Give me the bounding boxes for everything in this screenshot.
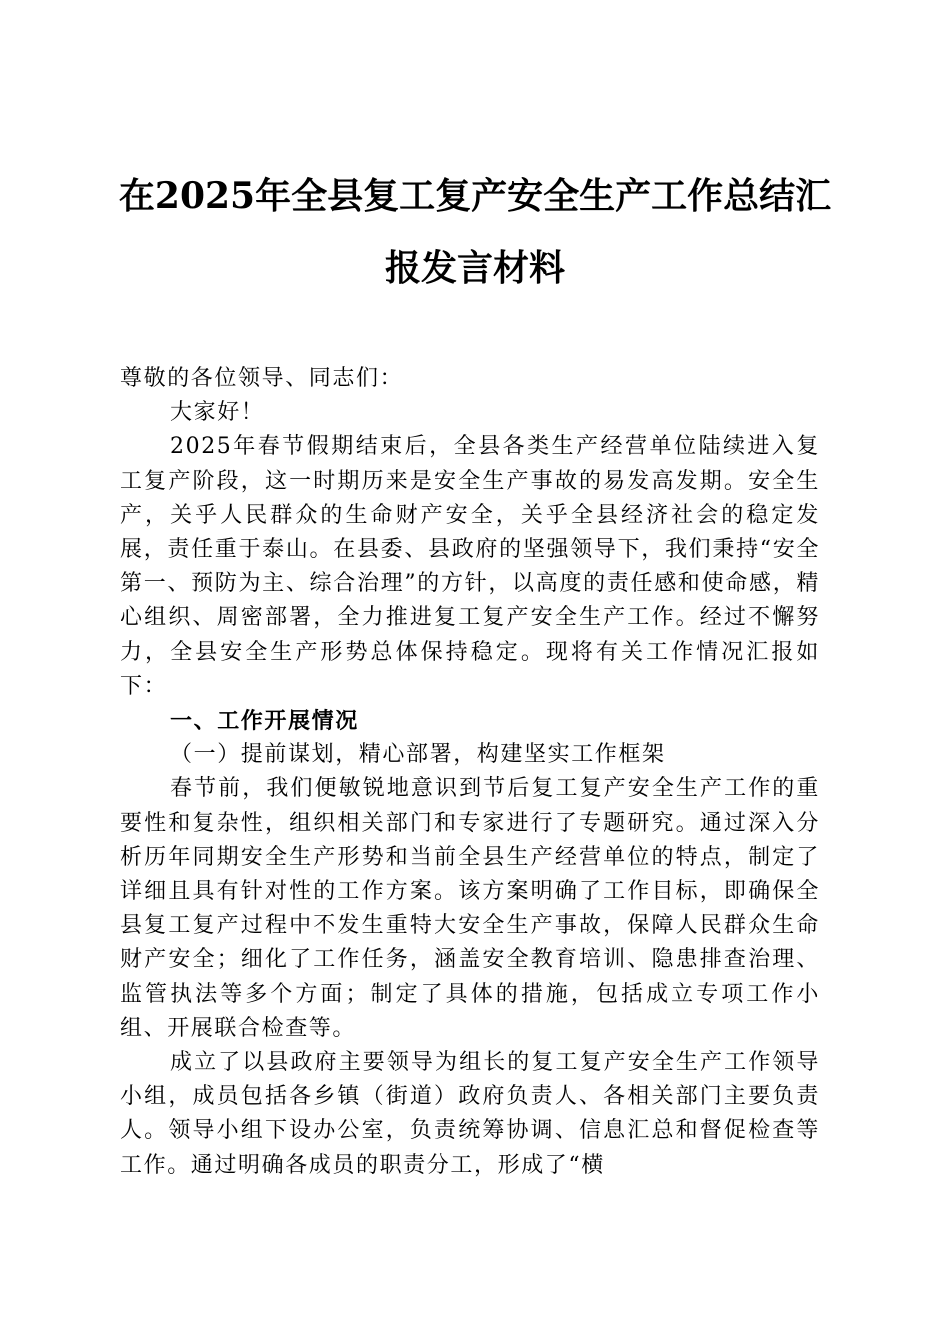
paragraph-leadership: 成立了以县政府主要领导为组长的复工复产安全生产工作领导小组，成员包括各乡镇（街道）政府负责人、各相关部门主要负责人。领导小组下设办公室，负责统筹协调、信息汇总和督促检查等工作。通过明确各成员的职责分工，形成了“横 bbox=[120, 1050, 820, 1178]
subsection-heading: （一）提前谋划，精心部署，构建坚实工作框架 bbox=[170, 742, 666, 768]
greeting: 大家好！ bbox=[170, 400, 265, 426]
document-title-line1: 在2025年全县复工复产安全生产工作总结汇 bbox=[118, 175, 832, 217]
document-title-line2: 报发言材料 bbox=[384, 247, 565, 289]
paragraph-intro: 2025年春节假期结束后，全县各类生产经营单位陆续进入复工复产阶段，这一时期历来是安全生产事故的易发高发期。安全生产，关乎人民群众的生命财产安全，关乎全县经济社会的稳定发展，责任重于泰山。在县委、县政府的坚强领导下，我们秉持“安全第一、预防为主、综合治理”的方针，以高度的责任感和使命感，精心组织、周密部署，全力推进复工复产安全生产工作。经过不懈努力，全县安全生产形势总体保持稳定。现将有关工作情况汇报如下： bbox=[120, 434, 820, 699]
salutation: 尊敬的各位领导、同志们： bbox=[120, 366, 404, 391]
document-body bbox=[120, 362, 820, 1183]
paragraph-planning: 春节前，我们便敏锐地意识到节后复工复产安全生产工作的重要性和复杂性，组织相关部门和专家进行了专题研究。通过深入分析历年同期安全生产形势和当前全县生产经营单位的特点，制定了详细且具有针对性的工作方案。该方案明确了工作目标，即确保全县复工复产过程中不发生重特大安全生产事故，保障人民群众生命财产安全；细化了工作任务，涵盖安全教育培训、隐患排查治理、监管执法等多个方面；制定了具体的措施，包括成立专项工作小组、开展联合检查等。 bbox=[120, 776, 820, 1041]
section-heading: 一、工作开展情况 bbox=[170, 708, 359, 735]
